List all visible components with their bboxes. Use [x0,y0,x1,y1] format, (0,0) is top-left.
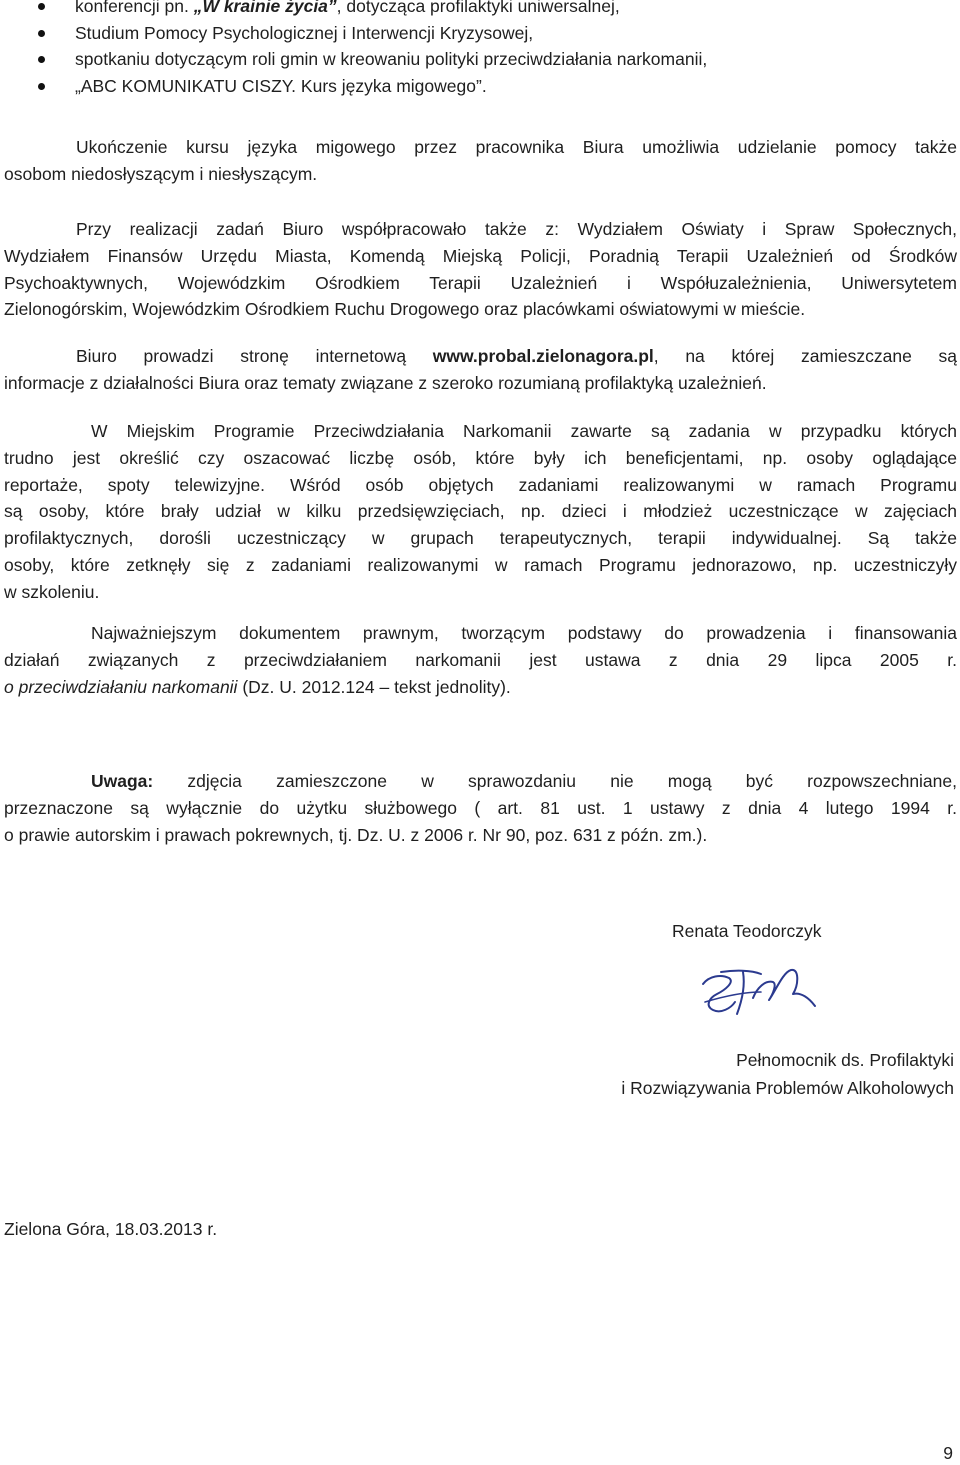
website-link[interactable]: www.probal.zielonagora.pl [432,346,654,366]
notice-label: Uwaga: [91,771,154,791]
paragraph-sign-language: Ukończenie kursu języka migowego przez pracownika Biura umożliwia udzielanie pomocy także osobom niedosłyszącym i niesłyszącym. [4,137,957,184]
law-title: o przeciwdziałaniu narkomanii [4,676,238,697]
bullet-dot-icon [38,83,45,90]
conference-title: „W krainie życia” [193,0,337,16]
bullet-item: „ABC KOMUNIKATU CISZY. Kurs języka migowego”. [0,73,760,100]
paragraph-website: Biuro prowadzi stronę internetową www.probal.zielonagora.pl, na której zamieszczane są informacje z działalności Biura oraz tematy związane z szeroko rozumianą profilaktyką uzależnień. [4,346,957,393]
bullet-item: Studium Pomocy Psychologicznej i Interwencji Kryzysowej, [0,20,760,47]
paragraph-cooperation: Przy realizacji zadań Biuro współpracowało także z: Wydziałem Oświaty i Spraw Społecznych, Wydziałem Finansów Urzędu Miasta, Komendą Miejską Policji, Poradnią Terapii Uzależnień od Środków Psychoaktywnych, Wojewódzkim Ośrodkiem Terapii Uzależnień i Współuzależnienia, Uniwersytetem Zielonogórskim, Wojewódzkim Ośrodkiem Ruchu Drogowego oraz placówkami oświatowymi w mieście. [4,219,957,320]
bullet-dot-icon [38,3,45,10]
signatory-name: Renata Teodorczyk [672,921,822,941]
bullet-dot-icon [38,30,45,37]
paragraph-notice: Uwaga: zdjęcia zamieszczone w sprawozdaniu nie mogą być rozpowszechniane, przeznaczone są wyłącznie do użytku służbowego ( art. 81 ust. 1 ustawy z dnia 4 lutego 1994 r. o prawie autorskim i prawach pokrewnych, tj. Dz. U. z 2006 r. Nr 90, poz. 631 z późn. zm.). [4,771,957,845]
bullet-list [0,0,760,100]
place-and-date: Zielona Góra, 18.03.2013 r. [4,1219,218,1239]
signatory-role: Pełnomocnik ds. Profilaktyki i Rozwiązywania Problemów Alkoholowych [621,1050,954,1098]
bullet-item: konferencji pn. „W krainie życia”, dotycząca profilaktyki uniwersalnej, [0,0,760,20]
bullet-dot-icon [38,56,45,63]
handwritten-signature [695,962,820,1022]
paragraph-programme: W Miejskim Programie Przeciwdziałania Narkomanii zawarte są zadania w przypadku których trudno jest określić czy oszacować liczbę osób, które były ich beneficjentami, np. osoby oglądające reportaże, spoty telewizyjne. Wśród osób objętych zadaniami realizowanymi w ramach Programu są osoby, które brały udział w kilku przedsięwzięciach, np. dzieci i młodzież uczestniczące w zajęciach profilaktycznych, dorośli uczestniczący w grupach terapeutycznych, terapii indywidualnej. Są także osoby, które zetknęły się z zadaniami realizowanymi w ramach Programu jednorazowo, np. uczestniczyły w szkoleniu. [4,421,957,602]
page-number: 9 [943,1443,953,1463]
bullet-item: spotkaniu dotyczącym roli gmin w kreowaniu polityki przeciwdziałania narkomanii, [0,46,760,73]
paragraph-law: Najważniejszym dokumentem prawnym, tworzącym podstawy do prowadzenia i finansowania działań związanych z przeciwdziałaniem narkomanii jest ustawa z dnia 29 lipca 2005 r. o przeciwdziałaniu narkomanii (Dz. U. 2012.124 – tekst jednolity). [4,623,957,697]
